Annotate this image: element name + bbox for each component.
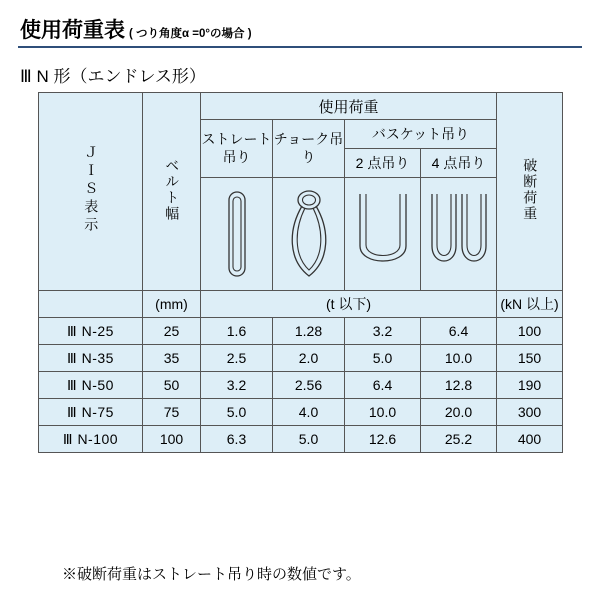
cell-jis: Ⅲ N-50 [39,372,143,399]
cell-breaking-load: 190 [497,372,563,399]
header-basket-4point-label: 4 点吊り [431,155,486,171]
units-jis [39,291,143,318]
straight-sling-icon [201,178,272,290]
table-row [39,345,563,372]
page-title-main: 使用荷重表 [20,19,125,42]
units-belt-width: (mm) [143,291,201,318]
cell-jis: Ⅲ N-100 [39,426,143,453]
header-basket-2point [345,149,421,178]
cell-breaking-load: 400 [497,426,563,453]
cell-breaking-load: 100 [497,318,563,345]
table-row [39,372,563,399]
table-units-row [39,291,563,318]
working-load-table [38,92,563,453]
cell-choke: 5.0 [273,426,345,453]
cell-basket-4point: 12.8 [421,372,497,399]
header-jis-label: ＪＩＳ表示 [83,145,100,235]
cell-straight: 5.0 [201,399,273,426]
table-row [39,399,563,426]
page-title-sub: ( つり角度α =0°の場合 ) [129,28,252,40]
header-belt-width [143,93,201,291]
choke-sling-icon [273,178,344,290]
cell-jis: Ⅲ N-35 [39,345,143,372]
cell-choke: 2.56 [273,372,345,399]
page-title [20,14,252,44]
cell-belt-width: 100 [143,426,201,453]
section-heading: Ⅲ N 形（エンドレス形） [20,67,206,86]
pictogram-basket-2point-cell [345,178,421,291]
cell-breaking-load: 300 [497,399,563,426]
header-basket-2point-label: 2 点吊り [355,155,410,171]
title-divider [18,46,582,48]
header-straight [201,120,273,178]
cell-straight: 2.5 [201,345,273,372]
header-breaking-load [497,93,563,291]
cell-basket-4point: 6.4 [421,318,497,345]
header-basket-label: バスケット吊り [371,126,470,142]
cell-breaking-load: 150 [497,345,563,372]
table-row [39,318,563,345]
cell-jis: Ⅲ N-25 [39,318,143,345]
pictogram-straight-cell [201,178,273,291]
cell-choke: 2.0 [273,345,345,372]
cell-straight: 6.3 [201,426,273,453]
cell-basket-4point: 20.0 [421,399,497,426]
units-load: (t 以下) [201,291,497,318]
cell-straight: 3.2 [201,372,273,399]
cell-basket-2point: 10.0 [345,399,421,426]
cell-belt-width: 25 [143,318,201,345]
header-working-load [201,93,497,120]
cell-straight: 1.6 [201,318,273,345]
cell-choke: 4.0 [273,399,345,426]
cell-basket-4point: 25.2 [421,426,497,453]
cell-basket-2point: 3.2 [345,318,421,345]
cell-basket-2point: 12.6 [345,426,421,453]
cell-basket-4point: 10.0 [421,345,497,372]
header-belt-width-label: ベルト幅 [164,158,181,222]
table-header-row-1 [39,93,563,120]
cell-jis: Ⅲ N-75 [39,399,143,426]
units-breaking-load: (kN 以上) [497,291,563,318]
header-choke-label: チョーク吊り [273,131,344,165]
header-jis [39,93,143,291]
pictogram-choke-cell [273,178,345,291]
header-basket [345,120,497,149]
basket-4point-sling-icon [421,178,496,290]
working-load-table-wrapper [38,92,562,453]
cell-belt-width: 35 [143,345,201,372]
cell-choke: 1.28 [273,318,345,345]
footnote: ※破断荷重はストレート吊り時の数値です。 [62,566,361,583]
header-choke [273,120,345,178]
header-working-load-label: 使用荷重 [318,98,379,116]
header-straight-label: ストレート吊り [201,131,272,165]
header-basket-4point [421,149,497,178]
cell-basket-2point: 5.0 [345,345,421,372]
cell-basket-2point: 6.4 [345,372,421,399]
basket-2point-sling-icon [345,178,420,290]
cell-belt-width: 50 [143,372,201,399]
table-row [39,426,563,453]
pictogram-basket-4point-cell [421,178,497,291]
header-breaking-load-label: 破断荷重 [522,158,539,222]
cell-belt-width: 75 [143,399,201,426]
